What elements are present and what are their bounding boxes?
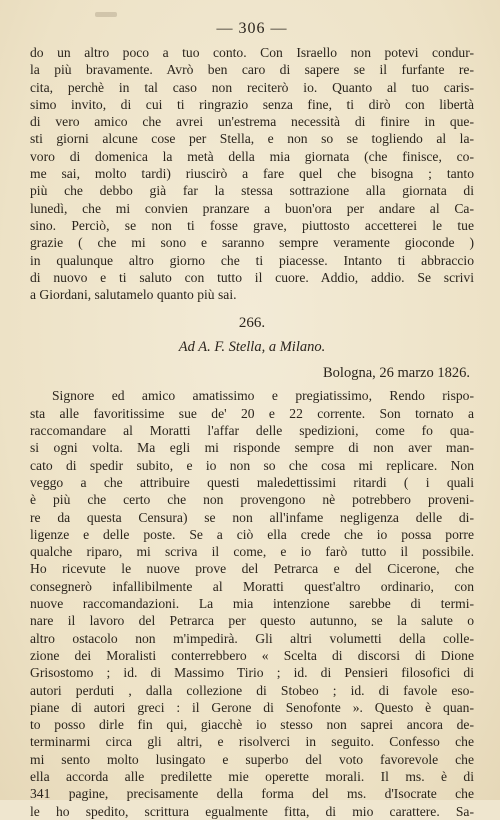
text-line: simo invito, di cui ti ringrazio senza fine, ti dirò con libertà [30, 96, 474, 112]
text-line: più che debbo già far la stessa sottrazione alla giornata di [30, 183, 474, 199]
text-line: ligenze e delle poste. Se a ciò ella crede che io possa porre [30, 526, 474, 542]
ink-smudge [95, 12, 117, 17]
text-line: Grisostomo ; id. di Massimo Tirio ; id. di Pensieri filosofici di [30, 665, 474, 681]
text-line: nuove raccomandazioni. La mia intenzione sarebbe di termi- [30, 596, 474, 612]
text-line: Signore ed amico amatissimo e pregiatissimo, Rendo rispo- [52, 388, 474, 404]
text-line: consegnerò infallibilmente al Moratti quest'altro ordinario, con [30, 578, 474, 594]
text-line: to posso dirle fin qui, giacchè io stesso non saprei ancora de- [30, 717, 474, 733]
page-number: — 306 — [216, 20, 288, 37]
text-line: la più bravamente. Avrò ben caro di sapere se il furfante re- [30, 62, 474, 78]
text-line: voro di domenica la metà della mia giornata (che finisce, co- [30, 148, 474, 164]
text-line: lunedì, che mi convien pranzare a buon'ora per andare al Ca- [30, 200, 474, 216]
text-line: qualche riparo, mi scriva il come, e io farò tutto il possibile. [30, 544, 474, 560]
text-line: si ogni volta. Ma egli mi risponde sempre di non aver man- [30, 440, 474, 456]
text-line: do un altro poco a tuo conto. Con Israello non potevi condur- [30, 45, 474, 60]
text-line: sta alle favoritissime sue de' 20 e 22 corrente. Son tornato a [30, 405, 474, 421]
dateline: Bologna, 26 marzo 1826. [323, 365, 470, 382]
text-line: grazie ( che mi sono e saranno sempre veramente gioconde ) [30, 235, 474, 251]
text-line: veggo a che attribuire questi maledettissimi ritardi ( i quali [30, 474, 474, 490]
text-line: sino. Perciò, se non ti fosse grave, piuttosto accetterei le tue [30, 217, 474, 233]
text-line: zione dei Moralisti conterrebbero « Scelta di discorsi di Dione [30, 647, 474, 663]
text-line: Ho ricevute le nuove prove del Petrarca e del Cicerone, che [30, 561, 474, 577]
text-line: piane di autori greci : il Gerone di Senofonte ». Questo è quan- [30, 699, 474, 715]
text-line: altro ostacolo non m'impedirà. Gli altri volumetti della colle- [30, 630, 474, 646]
text-line: ella accorda alle predilette mie operette morali. Il ms. è di [30, 768, 474, 784]
continuation-text [30, 44, 474, 303]
text-line: di nuovo e ti saluto con tutto il cuore. Addio, addio. Se scrivi [30, 269, 474, 285]
letter-heading: Ad A. F. Stella, a Milano. [178, 339, 326, 356]
letter-body [30, 387, 474, 819]
text-line: è più che certo che non provengono nè potrebbero proveni- [30, 492, 474, 508]
letter-number: 266. [238, 315, 266, 332]
text-line: le ho spedito, scrittura egualmente fitta, di mio carattere. Sa- [30, 803, 474, 819]
text-line: in qualunque altro giorno che ti piacesse. Intanto ti abbraccio [30, 252, 474, 268]
text-line: raccomandare al Moratti l'affar delle spedizioni, come fo qua- [30, 423, 474, 439]
text-line: di vero amico che avrei un'estrema necessità di finire in que- [30, 114, 474, 130]
text-line: sti giorni alcune cose per Stella, e non so se togliendo al la- [30, 131, 474, 147]
text-line: cita, perchè in tal caso non reciterò io. Quanto al tuo caris- [30, 79, 474, 95]
text-line: terminarmi circa gli altri, e risolverci in seguito. Confesso che [30, 734, 474, 750]
text-line: a Giordani, salutamelo quanto più sai. [30, 287, 237, 303]
text-line: nare il lavoro del Petrarca per questo autunno, se la salute o [30, 613, 474, 629]
text-line: cato di spedir subito, e io non so che cosa mi replicare. Non [30, 457, 474, 473]
text-line: 341 pagine, precisamente della forma del ms. d'Isocrate che [30, 786, 474, 802]
text-line: autori perduti , dalla collezione di Stobeo ; id. di favole eso- [30, 682, 474, 698]
text-line: mi sento molto lusingato e superbo del voto favorevole che [30, 751, 474, 767]
text-line: re da questa Censura) se non all'infame negligenza delle di- [30, 509, 474, 525]
text-line: me sai, molto tardi) riuscirò a fare quel che bisogna ; tanto [30, 166, 474, 182]
